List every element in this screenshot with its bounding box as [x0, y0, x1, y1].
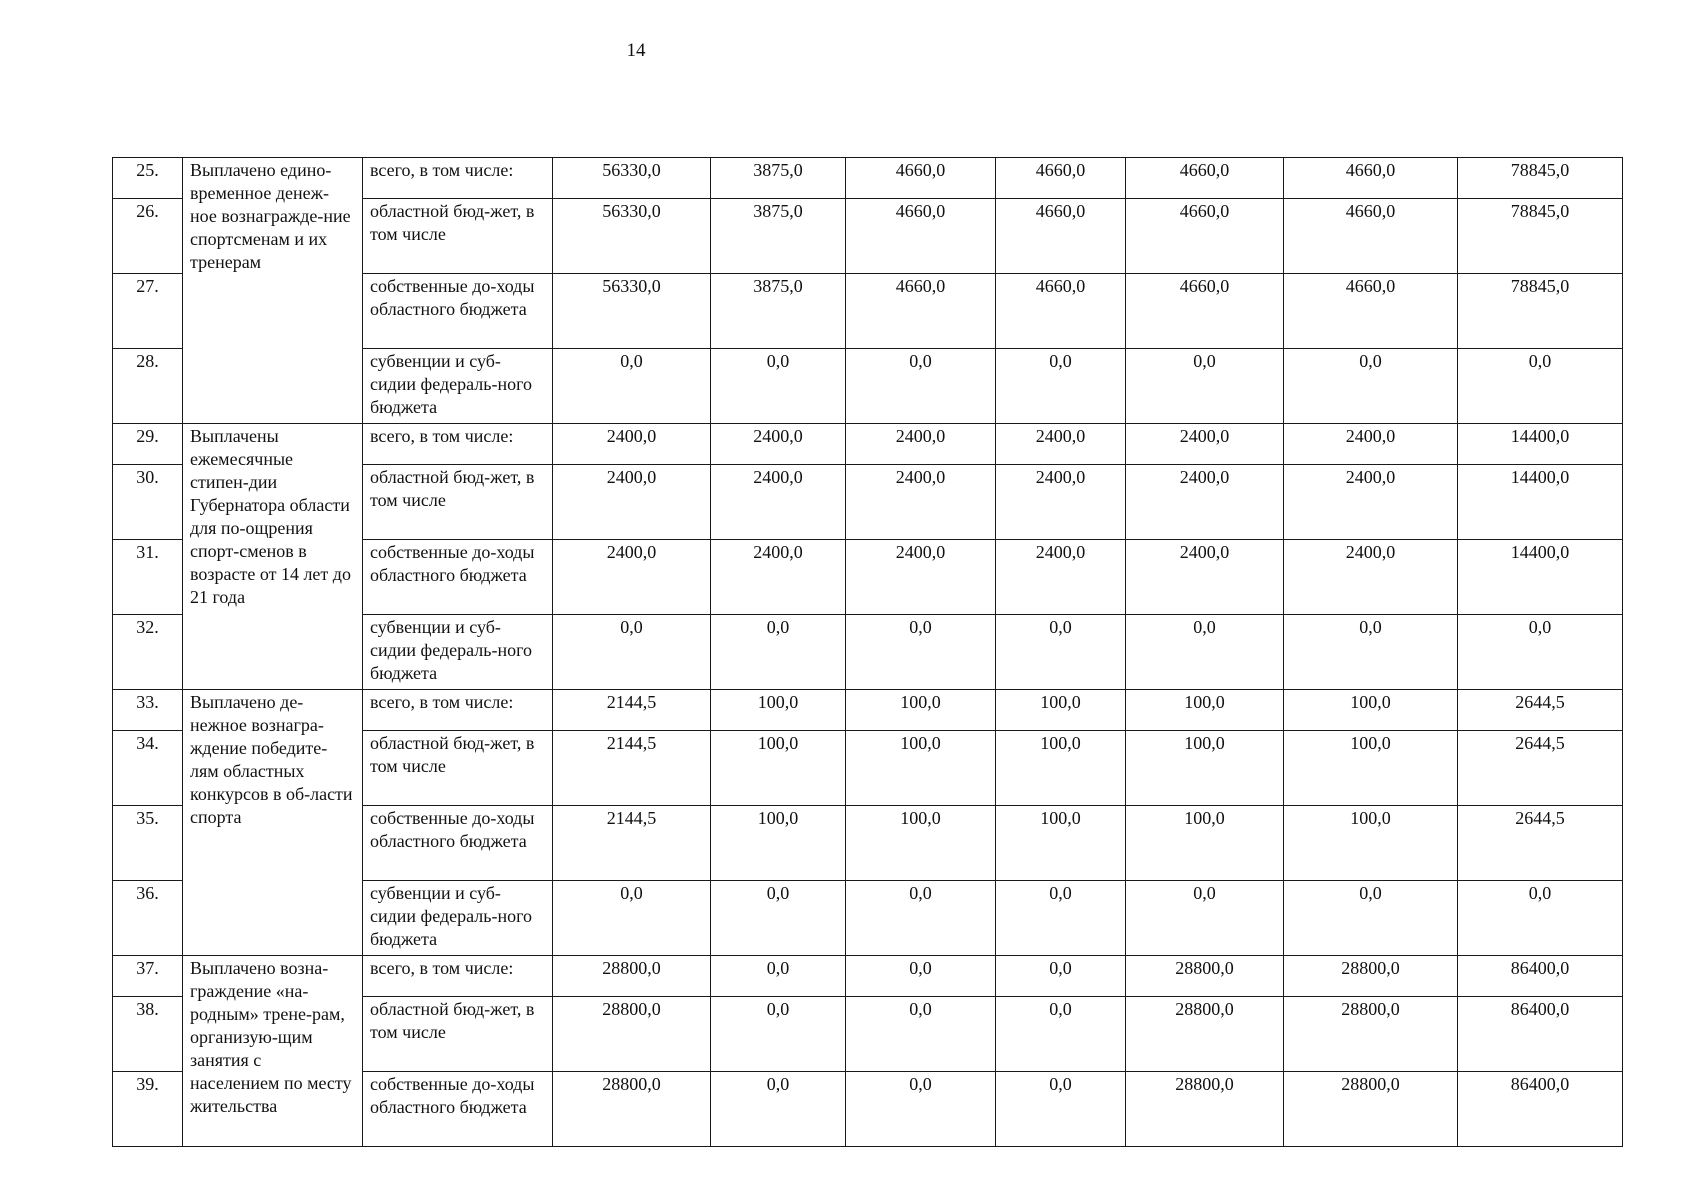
value-cell: 4660,0: [1284, 158, 1458, 199]
value-cell: 3875,0: [711, 158, 846, 199]
value-cell: 100,0: [1126, 806, 1284, 881]
measure-title: Выплачено едино-временное денеж-ное вознагражде-ние спортсменам и их тренерам: [183, 158, 363, 424]
value-cell: 100,0: [846, 690, 996, 731]
funding-source: всего, в том числе:: [363, 424, 553, 465]
value-cell: 56330,0: [553, 199, 711, 274]
value-cell: 2400,0: [1126, 540, 1284, 615]
value-cell: 3875,0: [711, 274, 846, 349]
value-cell: 28800,0: [553, 1072, 711, 1147]
value-cell: 100,0: [1126, 690, 1284, 731]
funding-source: собственные до-ходы областного бюджета: [363, 540, 553, 615]
value-cell: 100,0: [1126, 731, 1284, 806]
value-cell: 0,0: [711, 997, 846, 1072]
value-cell: 2400,0: [846, 465, 996, 540]
value-cell: 2644,5: [1458, 806, 1623, 881]
value-cell: 2400,0: [846, 540, 996, 615]
value-cell: 100,0: [846, 806, 996, 881]
value-cell: 2400,0: [996, 465, 1126, 540]
value-cell: 2644,5: [1458, 731, 1623, 806]
value-cell: 4660,0: [996, 158, 1126, 199]
value-cell: 2400,0: [1284, 540, 1458, 615]
value-cell: 4660,0: [1284, 274, 1458, 349]
value-cell: 28800,0: [1284, 997, 1458, 1072]
value-cell: 4660,0: [846, 158, 996, 199]
funding-source: субвенции и суб-сидии федераль-ного бюджета: [363, 881, 553, 956]
value-cell: 28800,0: [553, 956, 711, 997]
value-cell: 100,0: [846, 731, 996, 806]
value-cell: 2400,0: [1284, 424, 1458, 465]
row-number: 31.: [113, 540, 183, 615]
funding-source: собственные до-ходы областного бюджета: [363, 1072, 553, 1147]
row-number: 25.: [113, 158, 183, 199]
funding-source: собственные до-ходы областного бюджета: [363, 806, 553, 881]
value-cell: 56330,0: [553, 158, 711, 199]
value-cell: 4660,0: [1284, 199, 1458, 274]
row-number: 36.: [113, 881, 183, 956]
funding-source: субвенции и суб-сидии федераль-ного бюджета: [363, 349, 553, 424]
value-cell: 28800,0: [1126, 997, 1284, 1072]
value-cell: 100,0: [711, 731, 846, 806]
value-cell: 100,0: [996, 806, 1126, 881]
value-cell: 86400,0: [1458, 1072, 1623, 1147]
value-cell: 28800,0: [553, 997, 711, 1072]
value-cell: 2400,0: [996, 540, 1126, 615]
value-cell: 0,0: [996, 349, 1126, 424]
value-cell: 2400,0: [846, 424, 996, 465]
value-cell: 0,0: [846, 997, 996, 1072]
funding-source: областной бюд-жет, в том числе: [363, 731, 553, 806]
value-cell: 100,0: [996, 690, 1126, 731]
value-cell: 86400,0: [1458, 997, 1623, 1072]
value-cell: 0,0: [1284, 615, 1458, 690]
value-cell: 0,0: [846, 349, 996, 424]
value-cell: 0,0: [996, 615, 1126, 690]
row-number: 30.: [113, 465, 183, 540]
row-number: 28.: [113, 349, 183, 424]
value-cell: 100,0: [711, 806, 846, 881]
value-cell: 2400,0: [996, 424, 1126, 465]
value-cell: 2400,0: [553, 424, 711, 465]
value-cell: 0,0: [711, 956, 846, 997]
value-cell: 0,0: [1126, 349, 1284, 424]
value-cell: 0,0: [846, 956, 996, 997]
value-cell: 0,0: [996, 956, 1126, 997]
funding-source: областной бюд-жет, в том числе: [363, 997, 553, 1072]
value-cell: 2400,0: [711, 540, 846, 615]
value-cell: 2400,0: [711, 465, 846, 540]
budget-table: [112, 157, 1623, 1147]
row-number: 32.: [113, 615, 183, 690]
table-row: [113, 424, 1623, 465]
table-row: [113, 956, 1623, 997]
value-cell: 2400,0: [1126, 424, 1284, 465]
value-cell: 14400,0: [1458, 424, 1623, 465]
value-cell: 28800,0: [1284, 1072, 1458, 1147]
value-cell: 78845,0: [1458, 274, 1623, 349]
value-cell: 4660,0: [846, 199, 996, 274]
value-cell: 0,0: [846, 1072, 996, 1147]
value-cell: 100,0: [1284, 806, 1458, 881]
value-cell: 0,0: [1284, 881, 1458, 956]
value-cell: 14400,0: [1458, 465, 1623, 540]
value-cell: 0,0: [1458, 881, 1623, 956]
value-cell: 3875,0: [711, 199, 846, 274]
value-cell: 0,0: [1126, 615, 1284, 690]
funding-source: всего, в том числе:: [363, 158, 553, 199]
measure-title: Выплачено де-нежное вознагра-ждение победите-лям областных конкурсов в об-ласти спорта: [183, 690, 363, 956]
value-cell: 2644,5: [1458, 690, 1623, 731]
funding-source: всего, в том числе:: [363, 690, 553, 731]
row-number: 38.: [113, 997, 183, 1072]
value-cell: 0,0: [553, 349, 711, 424]
measure-title: Выплачено возна-граждение «на-родным» трене-рам, организую-щим занятия с населением по месту жительства: [183, 956, 363, 1147]
funding-source: собственные до-ходы областного бюджета: [363, 274, 553, 349]
value-cell: 0,0: [711, 615, 846, 690]
value-cell: 4660,0: [1126, 199, 1284, 274]
value-cell: 0,0: [553, 615, 711, 690]
value-cell: 28800,0: [1126, 1072, 1284, 1147]
funding-source: субвенции и суб-сидии федераль-ного бюджета: [363, 615, 553, 690]
value-cell: 4660,0: [996, 274, 1126, 349]
row-number: 34.: [113, 731, 183, 806]
value-cell: 4660,0: [1126, 158, 1284, 199]
row-number: 33.: [113, 690, 183, 731]
value-cell: 4660,0: [1126, 274, 1284, 349]
funding-source: всего, в том числе:: [363, 956, 553, 997]
value-cell: 0,0: [996, 881, 1126, 956]
value-cell: 0,0: [996, 997, 1126, 1072]
value-cell: 0,0: [553, 881, 711, 956]
value-cell: 100,0: [996, 731, 1126, 806]
value-cell: 0,0: [846, 881, 996, 956]
funding-source: областной бюд-жет, в том числе: [363, 199, 553, 274]
value-cell: 0,0: [1458, 349, 1623, 424]
value-cell: 78845,0: [1458, 158, 1623, 199]
value-cell: 56330,0: [553, 274, 711, 349]
value-cell: 2400,0: [711, 424, 846, 465]
value-cell: 0,0: [846, 615, 996, 690]
value-cell: 2144,5: [553, 731, 711, 806]
row-number: 27.: [113, 274, 183, 349]
value-cell: 2400,0: [553, 540, 711, 615]
value-cell: 86400,0: [1458, 956, 1623, 997]
value-cell: 100,0: [1284, 690, 1458, 731]
value-cell: 100,0: [711, 690, 846, 731]
funding-source: областной бюд-жет, в том числе: [363, 465, 553, 540]
table-row: [113, 158, 1623, 199]
value-cell: 0,0: [1126, 881, 1284, 956]
row-number: 26.: [113, 199, 183, 274]
value-cell: 14400,0: [1458, 540, 1623, 615]
value-cell: 4660,0: [996, 199, 1126, 274]
row-number: 35.: [113, 806, 183, 881]
measure-title: Выплачены ежемесячные стипен-дии Губернатора области для по-ощрения спорт-сменов в возрасте от 14 лет до 21 года: [183, 424, 363, 690]
value-cell: 2400,0: [1284, 465, 1458, 540]
value-cell: 4660,0: [846, 274, 996, 349]
table-row: [113, 690, 1623, 731]
value-cell: 0,0: [711, 349, 846, 424]
value-cell: 28800,0: [1126, 956, 1284, 997]
row-number: 29.: [113, 424, 183, 465]
value-cell: 0,0: [996, 1072, 1126, 1147]
value-cell: 2144,5: [553, 690, 711, 731]
value-cell: 2144,5: [553, 806, 711, 881]
value-cell: 28800,0: [1284, 956, 1458, 997]
row-number: 37.: [113, 956, 183, 997]
value-cell: 0,0: [1284, 349, 1458, 424]
value-cell: 100,0: [1284, 731, 1458, 806]
value-cell: 78845,0: [1458, 199, 1623, 274]
value-cell: 0,0: [711, 881, 846, 956]
value-cell: 0,0: [1458, 615, 1623, 690]
value-cell: 2400,0: [553, 465, 711, 540]
value-cell: 2400,0: [1126, 465, 1284, 540]
row-number: 39.: [113, 1072, 183, 1147]
value-cell: 0,0: [711, 1072, 846, 1147]
page-number: 14: [626, 40, 646, 61]
